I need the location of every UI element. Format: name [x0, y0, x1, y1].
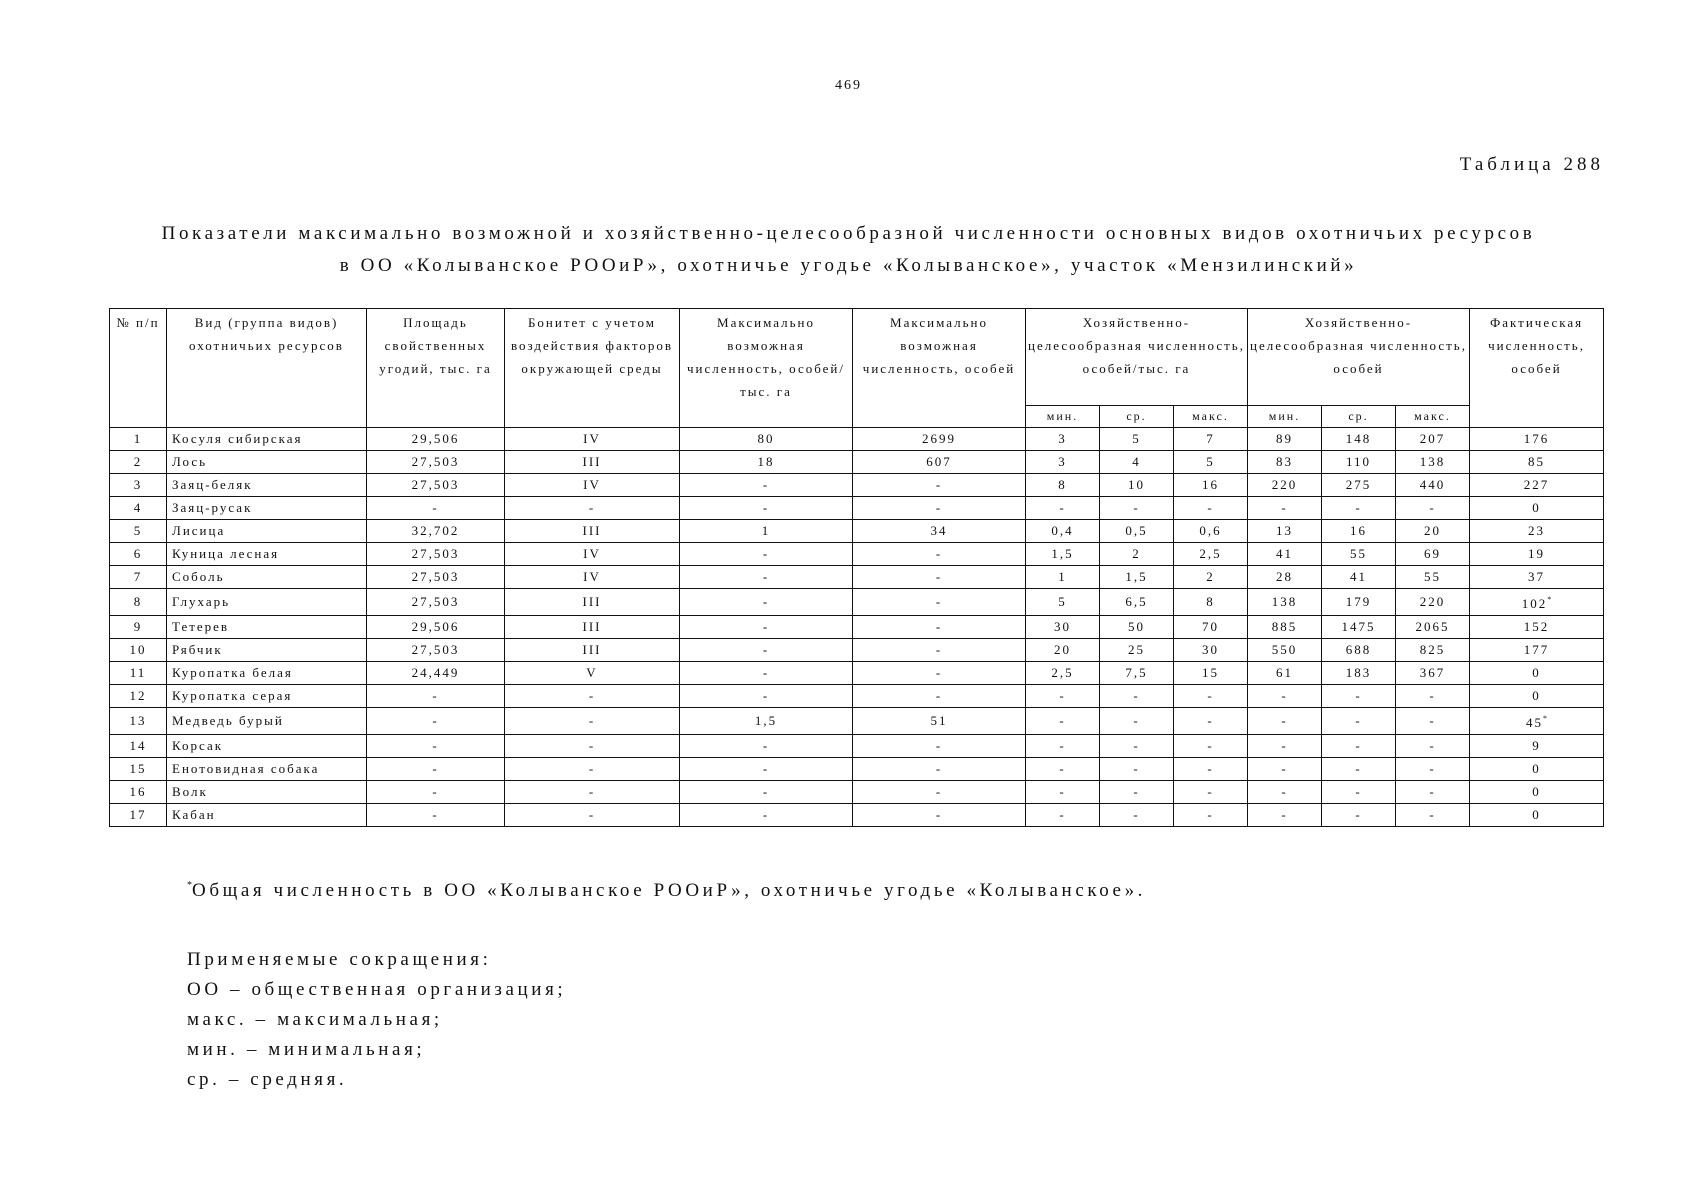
cell-bonitet: -: [505, 708, 680, 735]
cell-bonitet: III: [505, 616, 680, 639]
cell-count-avg: 41: [1322, 566, 1396, 589]
cell-count-min: 885: [1248, 616, 1322, 639]
cell-density-min: -: [1026, 758, 1100, 781]
cell-density-avg: -: [1100, 804, 1174, 827]
table-row: [110, 804, 1604, 827]
cell-area: -: [367, 708, 505, 735]
cell-max-count: -: [853, 735, 1026, 758]
cell-density-avg: 6,5: [1100, 589, 1174, 616]
cell-max-density: -: [680, 639, 853, 662]
cell-species: Куропатка белая: [167, 662, 367, 685]
cell-count-min: -: [1248, 685, 1322, 708]
cell-count-min: -: [1248, 735, 1322, 758]
cell-species: Заяц-беляк: [167, 474, 367, 497]
header-actual: Фактическая численность, особей: [1470, 309, 1604, 428]
abbreviation-item: ОО – общественная организация;: [187, 979, 567, 1000]
cell-density-avg: -: [1100, 685, 1174, 708]
cell-count-min: 220: [1248, 474, 1322, 497]
cell-bonitet: III: [505, 451, 680, 474]
actual-value: 0: [1532, 688, 1541, 703]
cell-density-max: -: [1174, 781, 1248, 804]
cell-num: 9: [110, 616, 167, 639]
cell-actual: [1470, 451, 1604, 474]
cell-area: 27,503: [367, 543, 505, 566]
cell-actual: [1470, 589, 1604, 616]
cell-bonitet: -: [505, 735, 680, 758]
cell-num: 14: [110, 735, 167, 758]
cell-count-min: 83: [1248, 451, 1322, 474]
cell-max-count: -: [853, 589, 1026, 616]
actual-value: 177: [1523, 642, 1550, 657]
cell-area: -: [367, 781, 505, 804]
cell-bonitet: -: [505, 804, 680, 827]
cell-actual: [1470, 708, 1604, 735]
header-count-max: макс.: [1396, 406, 1470, 428]
table-row: [110, 474, 1604, 497]
cell-count-max: 207: [1396, 428, 1470, 451]
cell-density-min: -: [1026, 685, 1100, 708]
cell-max-density: -: [680, 616, 853, 639]
cell-max-count: -: [853, 781, 1026, 804]
header-econ-density: Хозяйственно-целесообразная численность, особей/тыс. га: [1026, 309, 1248, 406]
cell-density-avg: 50: [1100, 616, 1174, 639]
cell-density-max: 70: [1174, 616, 1248, 639]
cell-actual: [1470, 543, 1604, 566]
cell-count-avg: 179: [1322, 589, 1396, 616]
cell-area: -: [367, 804, 505, 827]
cell-actual: [1470, 497, 1604, 520]
cell-density-min: 8: [1026, 474, 1100, 497]
cell-density-avg: 5: [1100, 428, 1174, 451]
cell-count-min: -: [1248, 781, 1322, 804]
actual-value: 45: [1526, 715, 1544, 730]
cell-density-min: -: [1026, 735, 1100, 758]
cell-species: Корсак: [167, 735, 367, 758]
cell-max-density: -: [680, 735, 853, 758]
footnote-ref-mark: *: [1547, 595, 1552, 604]
header-max-density: Максимально возможная численность, особей/тыс. га: [680, 309, 853, 428]
actual-value: 102: [1521, 596, 1548, 611]
cell-density-max: -: [1174, 708, 1248, 735]
cell-bonitet: III: [505, 520, 680, 543]
cell-count-avg: -: [1322, 804, 1396, 827]
cell-max-count: -: [853, 616, 1026, 639]
page-number: 469: [835, 78, 862, 93]
table-row: [110, 685, 1604, 708]
cell-actual: [1470, 474, 1604, 497]
cell-bonitet: -: [505, 497, 680, 520]
cell-species: Косуля сибирская: [167, 428, 367, 451]
table-row: [110, 639, 1604, 662]
cell-density-min: 5: [1026, 589, 1100, 616]
cell-area: 24,449: [367, 662, 505, 685]
cell-actual: [1470, 428, 1604, 451]
actual-value: 176: [1523, 431, 1550, 446]
cell-num: 2: [110, 451, 167, 474]
cell-count-avg: 688: [1322, 639, 1396, 662]
cell-max-density: 1,5: [680, 708, 853, 735]
table-row: [110, 497, 1604, 520]
header-econ-count: Хозяйственно-целесообразная численность, особей: [1248, 309, 1470, 406]
cell-density-avg: -: [1100, 497, 1174, 520]
actual-value: 0: [1532, 784, 1541, 799]
abbreviation-item: макс. – максимальная;: [187, 1009, 443, 1030]
table-row: [110, 428, 1604, 451]
cell-density-min: -: [1026, 781, 1100, 804]
cell-count-max: -: [1396, 804, 1470, 827]
cell-species: Тетерев: [167, 616, 367, 639]
cell-num: 12: [110, 685, 167, 708]
cell-bonitet: III: [505, 589, 680, 616]
table-row: [110, 520, 1604, 543]
actual-value: 0: [1532, 761, 1541, 776]
cell-count-max: 440: [1396, 474, 1470, 497]
cell-density-min: 3: [1026, 451, 1100, 474]
cell-count-avg: 148: [1322, 428, 1396, 451]
cell-area: 29,506: [367, 428, 505, 451]
abbreviation-item: ср. – средняя.: [187, 1069, 348, 1090]
cell-count-max: 367: [1396, 662, 1470, 685]
footnote: [187, 880, 1146, 902]
cell-max-density: 18: [680, 451, 853, 474]
cell-num: 15: [110, 758, 167, 781]
cell-species: Кабан: [167, 804, 367, 827]
data-table: [109, 308, 1604, 827]
actual-value: 152: [1523, 619, 1550, 634]
table-row: [110, 662, 1604, 685]
header-bonitet: Бонитет с учетом воздействия факторов окружающей среды: [505, 309, 680, 428]
cell-max-count: -: [853, 639, 1026, 662]
cell-bonitet: III: [505, 639, 680, 662]
table-row: [110, 708, 1604, 735]
cell-bonitet: IV: [505, 566, 680, 589]
cell-count-avg: 16: [1322, 520, 1396, 543]
cell-species: Рябчик: [167, 639, 367, 662]
cell-max-density: -: [680, 662, 853, 685]
cell-density-max: 5: [1174, 451, 1248, 474]
cell-density-avg: 25: [1100, 639, 1174, 662]
cell-density-min: 0,4: [1026, 520, 1100, 543]
cell-area: 27,503: [367, 589, 505, 616]
cell-count-min: 41: [1248, 543, 1322, 566]
cell-bonitet: V: [505, 662, 680, 685]
cell-max-count: 607: [853, 451, 1026, 474]
footnote-ref-mark: *: [1543, 714, 1548, 723]
cell-density-max: 8: [1174, 589, 1248, 616]
cell-area: 27,503: [367, 566, 505, 589]
cell-count-max: 69: [1396, 543, 1470, 566]
cell-density-max: 16: [1174, 474, 1248, 497]
cell-count-max: -: [1396, 497, 1470, 520]
cell-area: 29,506: [367, 616, 505, 639]
cell-actual: [1470, 662, 1604, 685]
cell-species: Лось: [167, 451, 367, 474]
cell-density-avg: 2: [1100, 543, 1174, 566]
cell-count-min: -: [1248, 708, 1322, 735]
cell-max-count: 51: [853, 708, 1026, 735]
cell-species: Енотовидная собака: [167, 758, 367, 781]
header-max-count: Максимально возможная численность, особей: [853, 309, 1026, 428]
cell-count-min: 13: [1248, 520, 1322, 543]
cell-count-avg: 275: [1322, 474, 1396, 497]
cell-count-avg: -: [1322, 708, 1396, 735]
cell-count-max: 220: [1396, 589, 1470, 616]
cell-density-avg: 7,5: [1100, 662, 1174, 685]
cell-actual: [1470, 685, 1604, 708]
cell-actual: [1470, 758, 1604, 781]
actual-value: 85: [1528, 454, 1546, 469]
footnote-text: Общая численность в ОО «Колыванское РООиР», охотничье угодье «Колыванское».: [192, 880, 1147, 901]
cell-num: 4: [110, 497, 167, 520]
cell-max-density: -: [680, 781, 853, 804]
table-row: [110, 451, 1604, 474]
header-num: № п/п: [110, 309, 167, 428]
cell-num: 5: [110, 520, 167, 543]
cell-species: Куница лесная: [167, 543, 367, 566]
cell-num: 17: [110, 804, 167, 827]
cell-species: Глухарь: [167, 589, 367, 616]
cell-area: -: [367, 497, 505, 520]
cell-bonitet: IV: [505, 474, 680, 497]
cell-density-min: -: [1026, 497, 1100, 520]
cell-count-max: -: [1396, 708, 1470, 735]
cell-area: 32,702: [367, 520, 505, 543]
cell-bonitet: IV: [505, 543, 680, 566]
cell-count-max: 2065: [1396, 616, 1470, 639]
table-row: [110, 566, 1604, 589]
cell-max-count: -: [853, 543, 1026, 566]
cell-num: 3: [110, 474, 167, 497]
cell-num: 10: [110, 639, 167, 662]
table-row: [110, 589, 1604, 616]
cell-species: Заяц-русак: [167, 497, 367, 520]
cell-count-avg: 1475: [1322, 616, 1396, 639]
cell-species: Соболь: [167, 566, 367, 589]
cell-density-avg: 4: [1100, 451, 1174, 474]
cell-num: 1: [110, 428, 167, 451]
cell-num: 13: [110, 708, 167, 735]
table-body: [110, 428, 1604, 827]
cell-area: 27,503: [367, 474, 505, 497]
cell-count-avg: 183: [1322, 662, 1396, 685]
cell-bonitet: -: [505, 758, 680, 781]
abbreviation-item: мин. – минимальная;: [187, 1039, 426, 1060]
cell-area: 27,503: [367, 639, 505, 662]
cell-density-max: 0,6: [1174, 520, 1248, 543]
cell-density-max: 2: [1174, 566, 1248, 589]
cell-count-min: 28: [1248, 566, 1322, 589]
cell-count-avg: -: [1322, 735, 1396, 758]
table-caption: Таблица 288: [1459, 154, 1604, 175]
cell-max-density: -: [680, 758, 853, 781]
cell-density-min: 20: [1026, 639, 1100, 662]
cell-max-count: -: [853, 758, 1026, 781]
title-line-2: в ОО «Колыванское РООиР», охотничье угодье «Колыванское», участок «Мензилинский»: [339, 255, 1358, 276]
cell-count-min: 138: [1248, 589, 1322, 616]
cell-density-min: 3: [1026, 428, 1100, 451]
cell-count-avg: 55: [1322, 543, 1396, 566]
cell-density-avg: -: [1100, 735, 1174, 758]
cell-num: 7: [110, 566, 167, 589]
document-title: [60, 218, 1637, 282]
table-row: [110, 758, 1604, 781]
cell-count-min: 550: [1248, 639, 1322, 662]
cell-max-density: -: [680, 497, 853, 520]
cell-density-avg: -: [1100, 781, 1174, 804]
cell-count-max: 138: [1396, 451, 1470, 474]
cell-density-max: -: [1174, 735, 1248, 758]
cell-count-max: 825: [1396, 639, 1470, 662]
cell-max-density: 1: [680, 520, 853, 543]
cell-actual: [1470, 639, 1604, 662]
cell-density-max: 30: [1174, 639, 1248, 662]
cell-area: 27,503: [367, 451, 505, 474]
actual-value: 0: [1532, 807, 1541, 822]
cell-density-min: 30: [1026, 616, 1100, 639]
cell-num: 8: [110, 589, 167, 616]
cell-max-density: -: [680, 589, 853, 616]
cell-actual: [1470, 804, 1604, 827]
cell-count-max: 55: [1396, 566, 1470, 589]
cell-density-avg: 1,5: [1100, 566, 1174, 589]
cell-max-count: -: [853, 497, 1026, 520]
cell-count-avg: -: [1322, 497, 1396, 520]
actual-value: 0: [1532, 665, 1541, 680]
title-line-1: Показатели максимально возможной и хозяйственно-целесообразной численности основных видов охотничьих ресурсов: [161, 223, 1536, 244]
header-density-min: мин.: [1026, 406, 1100, 428]
cell-max-count: 34: [853, 520, 1026, 543]
actual-value: 19: [1528, 546, 1546, 561]
cell-bonitet: -: [505, 781, 680, 804]
cell-count-min: -: [1248, 804, 1322, 827]
table-row: [110, 616, 1604, 639]
cell-actual: [1470, 520, 1604, 543]
cell-count-min: -: [1248, 497, 1322, 520]
header-species: Вид (группа видов) охотничьих ресурсов: [167, 309, 367, 428]
cell-area: -: [367, 735, 505, 758]
cell-max-count: -: [853, 662, 1026, 685]
cell-density-min: 1: [1026, 566, 1100, 589]
cell-species: Волк: [167, 781, 367, 804]
header-area: Площадь свойственных угодий, тыс. га: [367, 309, 505, 428]
cell-count-max: -: [1396, 735, 1470, 758]
cell-area: -: [367, 758, 505, 781]
cell-max-density: -: [680, 804, 853, 827]
cell-max-density: -: [680, 474, 853, 497]
cell-density-max: -: [1174, 804, 1248, 827]
cell-density-max: -: [1174, 685, 1248, 708]
cell-count-min: 61: [1248, 662, 1322, 685]
header-count-min: мин.: [1248, 406, 1322, 428]
cell-area: -: [367, 685, 505, 708]
cell-count-min: -: [1248, 758, 1322, 781]
table-row: [110, 735, 1604, 758]
cell-bonitet: IV: [505, 428, 680, 451]
cell-actual: [1470, 781, 1604, 804]
cell-species: Куропатка серая: [167, 685, 367, 708]
cell-density-avg: 0,5: [1100, 520, 1174, 543]
cell-density-max: -: [1174, 497, 1248, 520]
cell-density-avg: -: [1100, 758, 1174, 781]
cell-count-min: 89: [1248, 428, 1322, 451]
cell-max-count: -: [853, 566, 1026, 589]
cell-density-min: -: [1026, 804, 1100, 827]
cell-num: 6: [110, 543, 167, 566]
cell-max-count: -: [853, 685, 1026, 708]
table-row: [110, 781, 1604, 804]
table-row: [110, 543, 1604, 566]
cell-density-max: 7: [1174, 428, 1248, 451]
cell-actual: [1470, 735, 1604, 758]
cell-species: Медведь бурый: [167, 708, 367, 735]
cell-max-density: -: [680, 566, 853, 589]
cell-count-avg: -: [1322, 685, 1396, 708]
cell-count-avg: 110: [1322, 451, 1396, 474]
header-density-avg: ср.: [1100, 406, 1174, 428]
cell-density-avg: -: [1100, 708, 1174, 735]
cell-density-min: -: [1026, 708, 1100, 735]
cell-density-avg: 10: [1100, 474, 1174, 497]
cell-max-density: -: [680, 543, 853, 566]
cell-density-max: 2,5: [1174, 543, 1248, 566]
cell-density-max: 15: [1174, 662, 1248, 685]
cell-num: 11: [110, 662, 167, 685]
actual-value: 227: [1523, 477, 1550, 492]
cell-count-avg: -: [1322, 781, 1396, 804]
cell-max-density: -: [680, 685, 853, 708]
footnote-mark: *: [187, 880, 192, 891]
cell-max-count: -: [853, 474, 1026, 497]
cell-actual: [1470, 566, 1604, 589]
cell-count-avg: -: [1322, 758, 1396, 781]
cell-density-min: 2,5: [1026, 662, 1100, 685]
cell-count-max: -: [1396, 685, 1470, 708]
cell-num: 16: [110, 781, 167, 804]
cell-actual: [1470, 616, 1604, 639]
header-density-max: макс.: [1174, 406, 1248, 428]
header-count-avg: ср.: [1322, 406, 1396, 428]
cell-density-min: 1,5: [1026, 543, 1100, 566]
cell-density-max: -: [1174, 758, 1248, 781]
cell-max-count: 2699: [853, 428, 1026, 451]
cell-bonitet: -: [505, 685, 680, 708]
cell-count-max: 20: [1396, 520, 1470, 543]
actual-value: 0: [1532, 500, 1541, 515]
cell-max-density: 80: [680, 428, 853, 451]
cell-species: Лисица: [167, 520, 367, 543]
abbreviations-heading: Применяемые сокращения:: [187, 949, 492, 970]
actual-value: 23: [1528, 523, 1546, 538]
cell-count-max: -: [1396, 758, 1470, 781]
actual-value: 9: [1532, 738, 1541, 753]
abbreviations-block: [187, 945, 566, 1095]
actual-value: 37: [1528, 569, 1546, 584]
cell-count-max: -: [1396, 781, 1470, 804]
cell-max-count: -: [853, 804, 1026, 827]
